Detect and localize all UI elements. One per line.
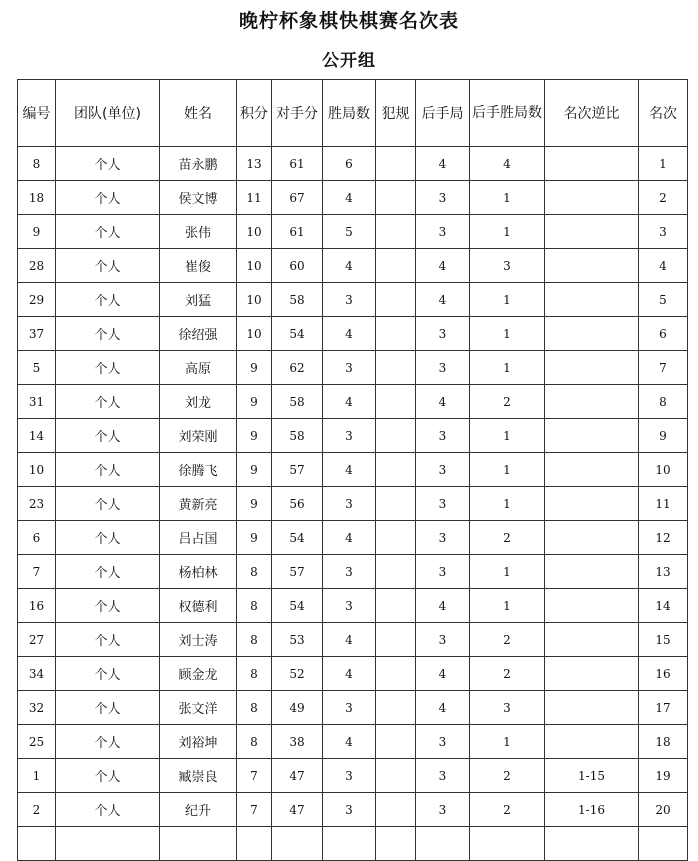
cell-reverse-ranking: [545, 147, 639, 181]
cell-second-move-wins: 1: [470, 215, 545, 249]
cell-second-move-wins: 2: [470, 759, 545, 793]
cell-wins: 6: [323, 147, 376, 181]
cell-second-move-wins: 1: [470, 725, 545, 759]
cell-second-move-wins: 1: [470, 283, 545, 317]
cell-name: 徐腾飞: [160, 453, 237, 487]
cell-team: 个人: [56, 759, 160, 793]
cell-rank: 3: [639, 215, 688, 249]
cell-wins: 4: [323, 657, 376, 691]
cell-wins: 4: [323, 181, 376, 215]
cell-opponent-score: 62: [272, 351, 323, 385]
cell-reverse-ranking: [545, 555, 639, 589]
cell-second-move-games: 3: [416, 215, 470, 249]
cell-reverse-ranking: [545, 385, 639, 419]
cell-name: 刘猛: [160, 283, 237, 317]
cell-wins: 3: [323, 555, 376, 589]
cell-wins: 4: [323, 453, 376, 487]
cell-fouls: [376, 385, 416, 419]
cell-wins: 3: [323, 351, 376, 385]
cell-fouls: [376, 181, 416, 215]
cell-second-move-wins: 1: [470, 317, 545, 351]
cell-id: 37: [18, 317, 56, 351]
cell-second-move-games: 3: [416, 181, 470, 215]
table-row: [18, 419, 688, 453]
cell-reverse-ranking: [545, 283, 639, 317]
cell-second-move-games: 4: [416, 691, 470, 725]
cell-team: 个人: [56, 147, 160, 181]
cell-second-move-wins: 2: [470, 793, 545, 827]
cell-fouls: [376, 147, 416, 181]
cell-opponent-score: 61: [272, 215, 323, 249]
cell-rank: 5: [639, 283, 688, 317]
cell-opponent-score: 52: [272, 657, 323, 691]
cell-wins: 4: [323, 725, 376, 759]
cell-points: 7: [237, 793, 272, 827]
cell-opponent-score: 54: [272, 589, 323, 623]
cell-rank: 2: [639, 181, 688, 215]
cell-points: 8: [237, 691, 272, 725]
cell-rank: 14: [639, 589, 688, 623]
cell-second-move-wins: 3: [470, 249, 545, 283]
cell-rank: 16: [639, 657, 688, 691]
cell-team: 个人: [56, 725, 160, 759]
cell-second-move-wins: 2: [470, 657, 545, 691]
cell-reverse-ranking: [545, 249, 639, 283]
cell-wins: 3: [323, 793, 376, 827]
cell-team: 个人: [56, 555, 160, 589]
cell-rank: 10: [639, 453, 688, 487]
cell-second-move-games: 4: [416, 657, 470, 691]
header-name: 姓名: [160, 80, 237, 147]
cell-fouls: [376, 521, 416, 555]
cell-points: 10: [237, 215, 272, 249]
cell-fouls: [376, 793, 416, 827]
cell-fouls: [376, 351, 416, 385]
cell-team: 个人: [56, 249, 160, 283]
cell-second-move-games: 3: [416, 555, 470, 589]
table-header-row: [18, 80, 688, 147]
table-row: [18, 215, 688, 249]
cell-id: 29: [18, 283, 56, 317]
cell-reverse-ranking: [545, 351, 639, 385]
table-row: [18, 249, 688, 283]
header-reverse-ranking: 名次逆比: [545, 80, 639, 147]
cell-second-move-games: 3: [416, 521, 470, 555]
cell-id: 2: [18, 793, 56, 827]
cell-rank: 19: [639, 759, 688, 793]
header-points: 积分: [237, 80, 272, 147]
cell-id: 5: [18, 351, 56, 385]
cell-id: 6: [18, 521, 56, 555]
cell-id: 27: [18, 623, 56, 657]
cell-rank: 1: [639, 147, 688, 181]
cell-id: 34: [18, 657, 56, 691]
cell-id: 10: [18, 453, 56, 487]
header-wins: 胜局数: [323, 80, 376, 147]
cell-points: 10: [237, 249, 272, 283]
cell-opponent-score: 57: [272, 453, 323, 487]
cell-name: 苗永鹏: [160, 147, 237, 181]
cell-opponent-score: 67: [272, 181, 323, 215]
cell-team: 个人: [56, 385, 160, 419]
cell-points: 8: [237, 657, 272, 691]
cell-name: 徐绍强: [160, 317, 237, 351]
table-row: [18, 385, 688, 419]
table-body: [18, 147, 688, 861]
table-row: [18, 555, 688, 589]
cell-name: 顾金龙: [160, 657, 237, 691]
cell-wins: 4: [323, 317, 376, 351]
cell-opponent-score: 38: [272, 725, 323, 759]
cell-team: 个人: [56, 691, 160, 725]
cell-second-move-wins: 1: [470, 181, 545, 215]
cell-second-move-wins: 3: [470, 691, 545, 725]
cell-id: 7: [18, 555, 56, 589]
table-row: [18, 283, 688, 317]
cell-second-move-games: 3: [416, 487, 470, 521]
table-row: [18, 147, 688, 181]
cell-second-move-games: 3: [416, 759, 470, 793]
cell-wins: 3: [323, 419, 376, 453]
cell-opponent-score: 58: [272, 283, 323, 317]
cell-team: 个人: [56, 419, 160, 453]
cell-id: 28: [18, 249, 56, 283]
cell-points: 9: [237, 385, 272, 419]
cell-wins: 4: [323, 521, 376, 555]
table-row: [18, 351, 688, 385]
cell-rank: 9: [639, 419, 688, 453]
cell-team: 个人: [56, 793, 160, 827]
cell-wins: 5: [323, 215, 376, 249]
cell-fouls: [376, 623, 416, 657]
cell-team: 个人: [56, 521, 160, 555]
cell-wins: 3: [323, 589, 376, 623]
cell-rank: 20: [639, 793, 688, 827]
cell-rank: 18: [639, 725, 688, 759]
cell-rank: 6: [639, 317, 688, 351]
cell-opponent-score: 54: [272, 317, 323, 351]
table-row: [18, 453, 688, 487]
cell-id: 25: [18, 725, 56, 759]
header-rank: 名次: [639, 80, 688, 147]
cell-id: 16: [18, 589, 56, 623]
ranking-table: [17, 79, 688, 861]
cell-reverse-ranking: [545, 487, 639, 521]
cell-second-move-wins: 1: [470, 589, 545, 623]
cell-fouls: [376, 759, 416, 793]
table-row: [18, 181, 688, 215]
cell-fouls: [376, 249, 416, 283]
cell-reverse-ranking: [545, 657, 639, 691]
cell-second-move-games: 3: [416, 725, 470, 759]
cell-rank: 13: [639, 555, 688, 589]
cell-opponent-score: 61: [272, 147, 323, 181]
cell-name: 崔俊: [160, 249, 237, 283]
cell-second-move-wins: 2: [470, 623, 545, 657]
cell-team: 个人: [56, 317, 160, 351]
cell-second-move-games: 3: [416, 623, 470, 657]
cell-points: 10: [237, 283, 272, 317]
table-row: [18, 657, 688, 691]
cell-team: 个人: [56, 181, 160, 215]
cell-second-move-games: 4: [416, 147, 470, 181]
cell-name: 张伟: [160, 215, 237, 249]
cell-rank: 8: [639, 385, 688, 419]
cell-team: 个人: [56, 351, 160, 385]
cell-fouls: [376, 317, 416, 351]
table-row: [18, 691, 688, 725]
cell-reverse-ranking: [545, 453, 639, 487]
cell-wins: 3: [323, 487, 376, 521]
cell-second-move-wins: 1: [470, 419, 545, 453]
cell-id: 8: [18, 147, 56, 181]
cell-second-move-wins: 1: [470, 351, 545, 385]
header-second-move-games: 后手局: [416, 80, 470, 147]
cell-fouls: [376, 589, 416, 623]
table-row: [18, 623, 688, 657]
cell-fouls: [376, 657, 416, 691]
cell-points: 9: [237, 419, 272, 453]
cell-second-move-wins: 1: [470, 487, 545, 521]
table-row: [18, 793, 688, 827]
cell-name: 杨柏林: [160, 555, 237, 589]
header-opponent-score: 对手分: [272, 80, 323, 147]
cell-name: 吕占国: [160, 521, 237, 555]
cell-second-move-games: 3: [416, 317, 470, 351]
table-row: [18, 317, 688, 351]
table-row: [18, 759, 688, 793]
cell-team: 个人: [56, 283, 160, 317]
table-row: [18, 589, 688, 623]
document-title: 晚柠杯象棋快棋赛名次表: [238, 10, 459, 32]
cell-points: 7: [237, 759, 272, 793]
cell-fouls: [376, 453, 416, 487]
cell-name: 侯文博: [160, 181, 237, 215]
cell-wins: 3: [323, 691, 376, 725]
cell-rank: 12: [639, 521, 688, 555]
cell-rank: 7: [639, 351, 688, 385]
cell-name: 刘荣刚: [160, 419, 237, 453]
cell-wins: 3: [323, 759, 376, 793]
cell-second-move-wins: 1: [470, 555, 545, 589]
cell-id: 31: [18, 385, 56, 419]
cell-id: 32: [18, 691, 56, 725]
cell-opponent-score: 56: [272, 487, 323, 521]
cell-id: 23: [18, 487, 56, 521]
cell-points: 9: [237, 453, 272, 487]
cell-reverse-ranking: [545, 623, 639, 657]
cell-reverse-ranking: [545, 691, 639, 725]
cell-second-move-games: 4: [416, 385, 470, 419]
cell-points: 9: [237, 521, 272, 555]
cell-id: 9: [18, 215, 56, 249]
cell-opponent-score: 47: [272, 793, 323, 827]
cell-opponent-score: 49: [272, 691, 323, 725]
cell-reverse-ranking: [545, 725, 639, 759]
cell-fouls: [376, 419, 416, 453]
cell-wins: 4: [323, 623, 376, 657]
table-row: [18, 725, 688, 759]
header-id: 编号: [18, 80, 56, 147]
cell-opponent-score: 60: [272, 249, 323, 283]
cell-team: 个人: [56, 453, 160, 487]
cell-second-move-games: 3: [416, 351, 470, 385]
table-row: [18, 521, 688, 555]
cell-opponent-score: 58: [272, 419, 323, 453]
cell-points: 9: [237, 487, 272, 521]
cell-reverse-ranking: [545, 589, 639, 623]
cell-fouls: [376, 487, 416, 521]
cell-team: 个人: [56, 589, 160, 623]
cell-name: 臧崇良: [160, 759, 237, 793]
header-fouls: 犯规: [376, 80, 416, 147]
cell-rank: 15: [639, 623, 688, 657]
cell-name: 纪升: [160, 793, 237, 827]
group-subtitle: 公开组: [322, 51, 376, 71]
cell-opponent-score: 58: [272, 385, 323, 419]
cell-fouls: [376, 725, 416, 759]
cell-id: 14: [18, 419, 56, 453]
cell-name: 高原: [160, 351, 237, 385]
cell-name: 刘龙: [160, 385, 237, 419]
cell-wins: 3: [323, 283, 376, 317]
cell-fouls: [376, 283, 416, 317]
header-team: 团队(单位): [56, 80, 160, 147]
cell-second-move-wins: 4: [470, 147, 545, 181]
cell-reverse-ranking: [545, 521, 639, 555]
cell-second-move-wins: 2: [470, 521, 545, 555]
cell-second-move-games: 3: [416, 793, 470, 827]
cell-opponent-score: 53: [272, 623, 323, 657]
cell-id: 1: [18, 759, 56, 793]
cell-points: 10: [237, 317, 272, 351]
cell-rank: 4: [639, 249, 688, 283]
cell-id: 18: [18, 181, 56, 215]
cell-second-move-games: 3: [416, 453, 470, 487]
header-second-move-wins: 后手胜局数: [470, 80, 545, 147]
cell-second-move-games: 4: [416, 249, 470, 283]
cell-name: 刘士涛: [160, 623, 237, 657]
cell-name: 黄新亮: [160, 487, 237, 521]
cell-second-move-wins: 2: [470, 385, 545, 419]
cell-wins: 4: [323, 249, 376, 283]
cell-points: 8: [237, 623, 272, 657]
cell-team: 个人: [56, 657, 160, 691]
cell-points: 13: [237, 147, 272, 181]
cell-opponent-score: 47: [272, 759, 323, 793]
cell-name: 张文洋: [160, 691, 237, 725]
cell-fouls: [376, 555, 416, 589]
cell-points: 11: [237, 181, 272, 215]
cell-second-move-wins: 1: [470, 453, 545, 487]
cell-name: 刘裕坤: [160, 725, 237, 759]
cell-reverse-ranking: [545, 419, 639, 453]
cell-team: 个人: [56, 215, 160, 249]
cell-name: 权德利: [160, 589, 237, 623]
cell-team: 个人: [56, 623, 160, 657]
cell-reverse-ranking: [545, 181, 639, 215]
cell-reverse-ranking: 1-15: [545, 759, 639, 793]
cell-opponent-score: 57: [272, 555, 323, 589]
cell-reverse-ranking: [545, 317, 639, 351]
cell-points: 8: [237, 589, 272, 623]
cell-opponent-score: 54: [272, 521, 323, 555]
cell-reverse-ranking: [545, 215, 639, 249]
cell-points: 8: [237, 725, 272, 759]
cell-points: 9: [237, 351, 272, 385]
cell-rank: 17: [639, 691, 688, 725]
cell-team: 个人: [56, 487, 160, 521]
cell-points: 8: [237, 555, 272, 589]
cell-fouls: [376, 691, 416, 725]
cell-second-move-games: 4: [416, 283, 470, 317]
table-row: [18, 487, 688, 521]
cell-reverse-ranking: 1-16: [545, 793, 639, 827]
cell-fouls: [376, 215, 416, 249]
cell-second-move-games: 3: [416, 419, 470, 453]
cell-rank: 11: [639, 487, 688, 521]
cell-second-move-games: 4: [416, 589, 470, 623]
cell-wins: 4: [323, 385, 376, 419]
